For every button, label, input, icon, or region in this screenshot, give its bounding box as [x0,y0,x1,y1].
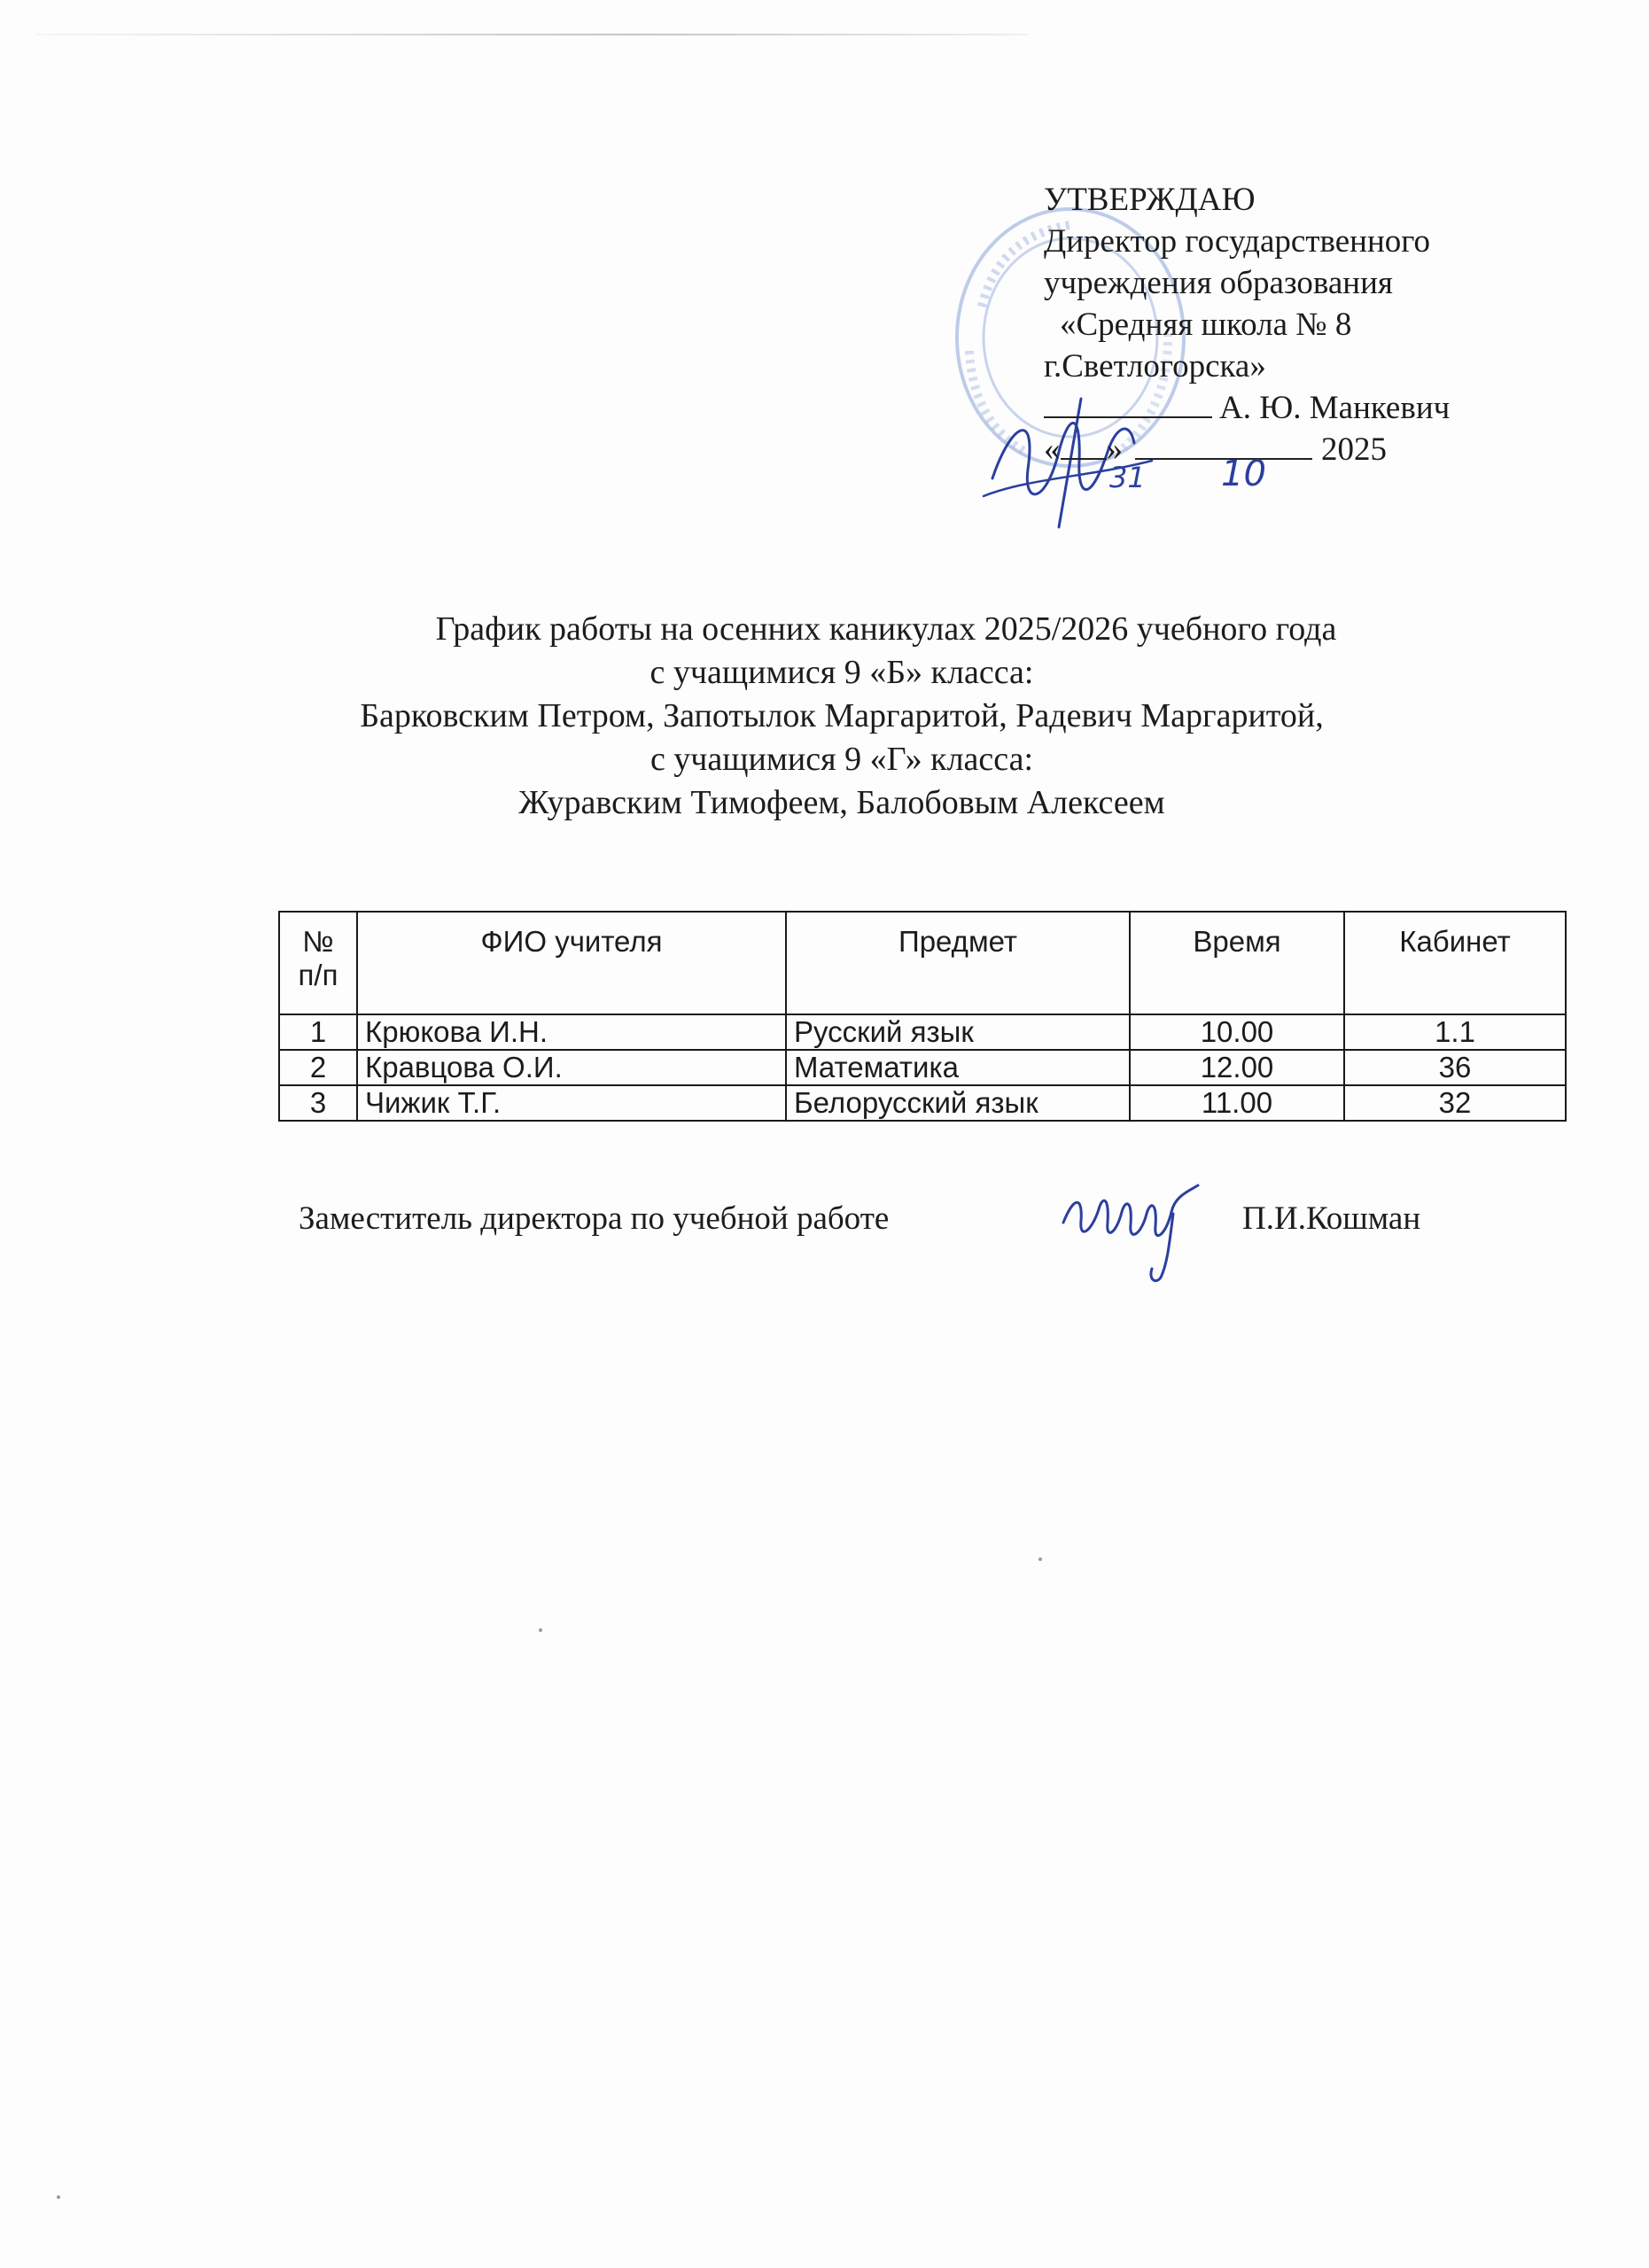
header-num [279,912,357,1014]
approval-line-4: г.Светлогорска» [1044,348,1266,384]
approval-signatory-line [1044,387,1575,429]
approval-line-1: Директор государственного [1044,223,1431,260]
cell-room: 36 [1344,1050,1566,1085]
cell-subject: Русский язык [786,1014,1130,1050]
approval-block [1044,179,1575,470]
scan-speck [57,2195,60,2199]
cell-teacher: Чижик Т.Г. [357,1085,786,1121]
cell-num: 1 [279,1014,357,1050]
cell-num: 3 [279,1085,357,1121]
approval-signatory: А. Ю. Манкевич [1219,390,1451,426]
signature-blank [1044,390,1212,418]
handwritten-day: 31 [1109,461,1146,494]
header-room: Кабинет [1344,912,1566,1014]
table-row [279,1085,1566,1121]
approval-line-2: учреждения образования [1044,265,1393,301]
header-num-bottom: п/п [298,959,338,991]
cell-time: 10.00 [1130,1014,1344,1050]
cell-time: 11.00 [1130,1085,1344,1121]
deputy-position: Заместитель директора по учебной работе [299,1200,890,1237]
header-time: Время [1130,912,1344,1014]
scan-edge [35,34,1028,35]
approval-line-3: «Средняя школа № 8 [1060,307,1352,343]
title-line-2: с учащимися 9 «Б» класса: [649,654,1034,691]
cell-room: 32 [1344,1085,1566,1121]
cell-teacher: Крюкова И.Н. [357,1014,786,1050]
date-open-quote: « [1044,431,1061,468]
table-row [279,1014,1566,1050]
title-line-1: График работы на осенних каникулах 2025/2026 учебного года [435,610,1337,648]
table-header-row [279,912,1566,1014]
cell-subject: Математика [786,1050,1130,1085]
title-line-4: с учащимися 9 «Г» класса: [649,741,1034,778]
day-blank [1061,431,1107,460]
deputy-signature-icon [1056,1169,1216,1285]
scan-speck [539,1628,542,1632]
date-close-quote: » [1106,431,1123,468]
title-line-3: Барковским Петром, Запотылок Маргаритой, Радевич Маргаритой, [360,697,1324,734]
cell-time: 12.00 [1130,1050,1344,1085]
header-num-top: № [302,925,334,958]
header-subject: Предмет [786,912,1130,1014]
deputy-name: П.И.Кошман [1242,1200,1421,1237]
handwritten-month: 10 [1221,454,1266,494]
cell-num: 2 [279,1050,357,1085]
title-line-5: Журавским Тимофеем, Балобовым Алексеем [518,784,1165,821]
header-teacher: ФИО учителя [357,912,786,1014]
schedule-table [278,911,1567,1122]
scan-speck [1038,1557,1042,1561]
cell-teacher: Кравцова О.И. [357,1050,786,1085]
document-title [266,608,1418,825]
cell-subject: Белорусский язык [786,1085,1130,1121]
cell-room: 1.1 [1344,1014,1566,1050]
table-row [279,1050,1566,1085]
approval-heading: УТВЕРЖДАЮ [1044,182,1256,218]
date-year: 2025 [1321,431,1387,468]
